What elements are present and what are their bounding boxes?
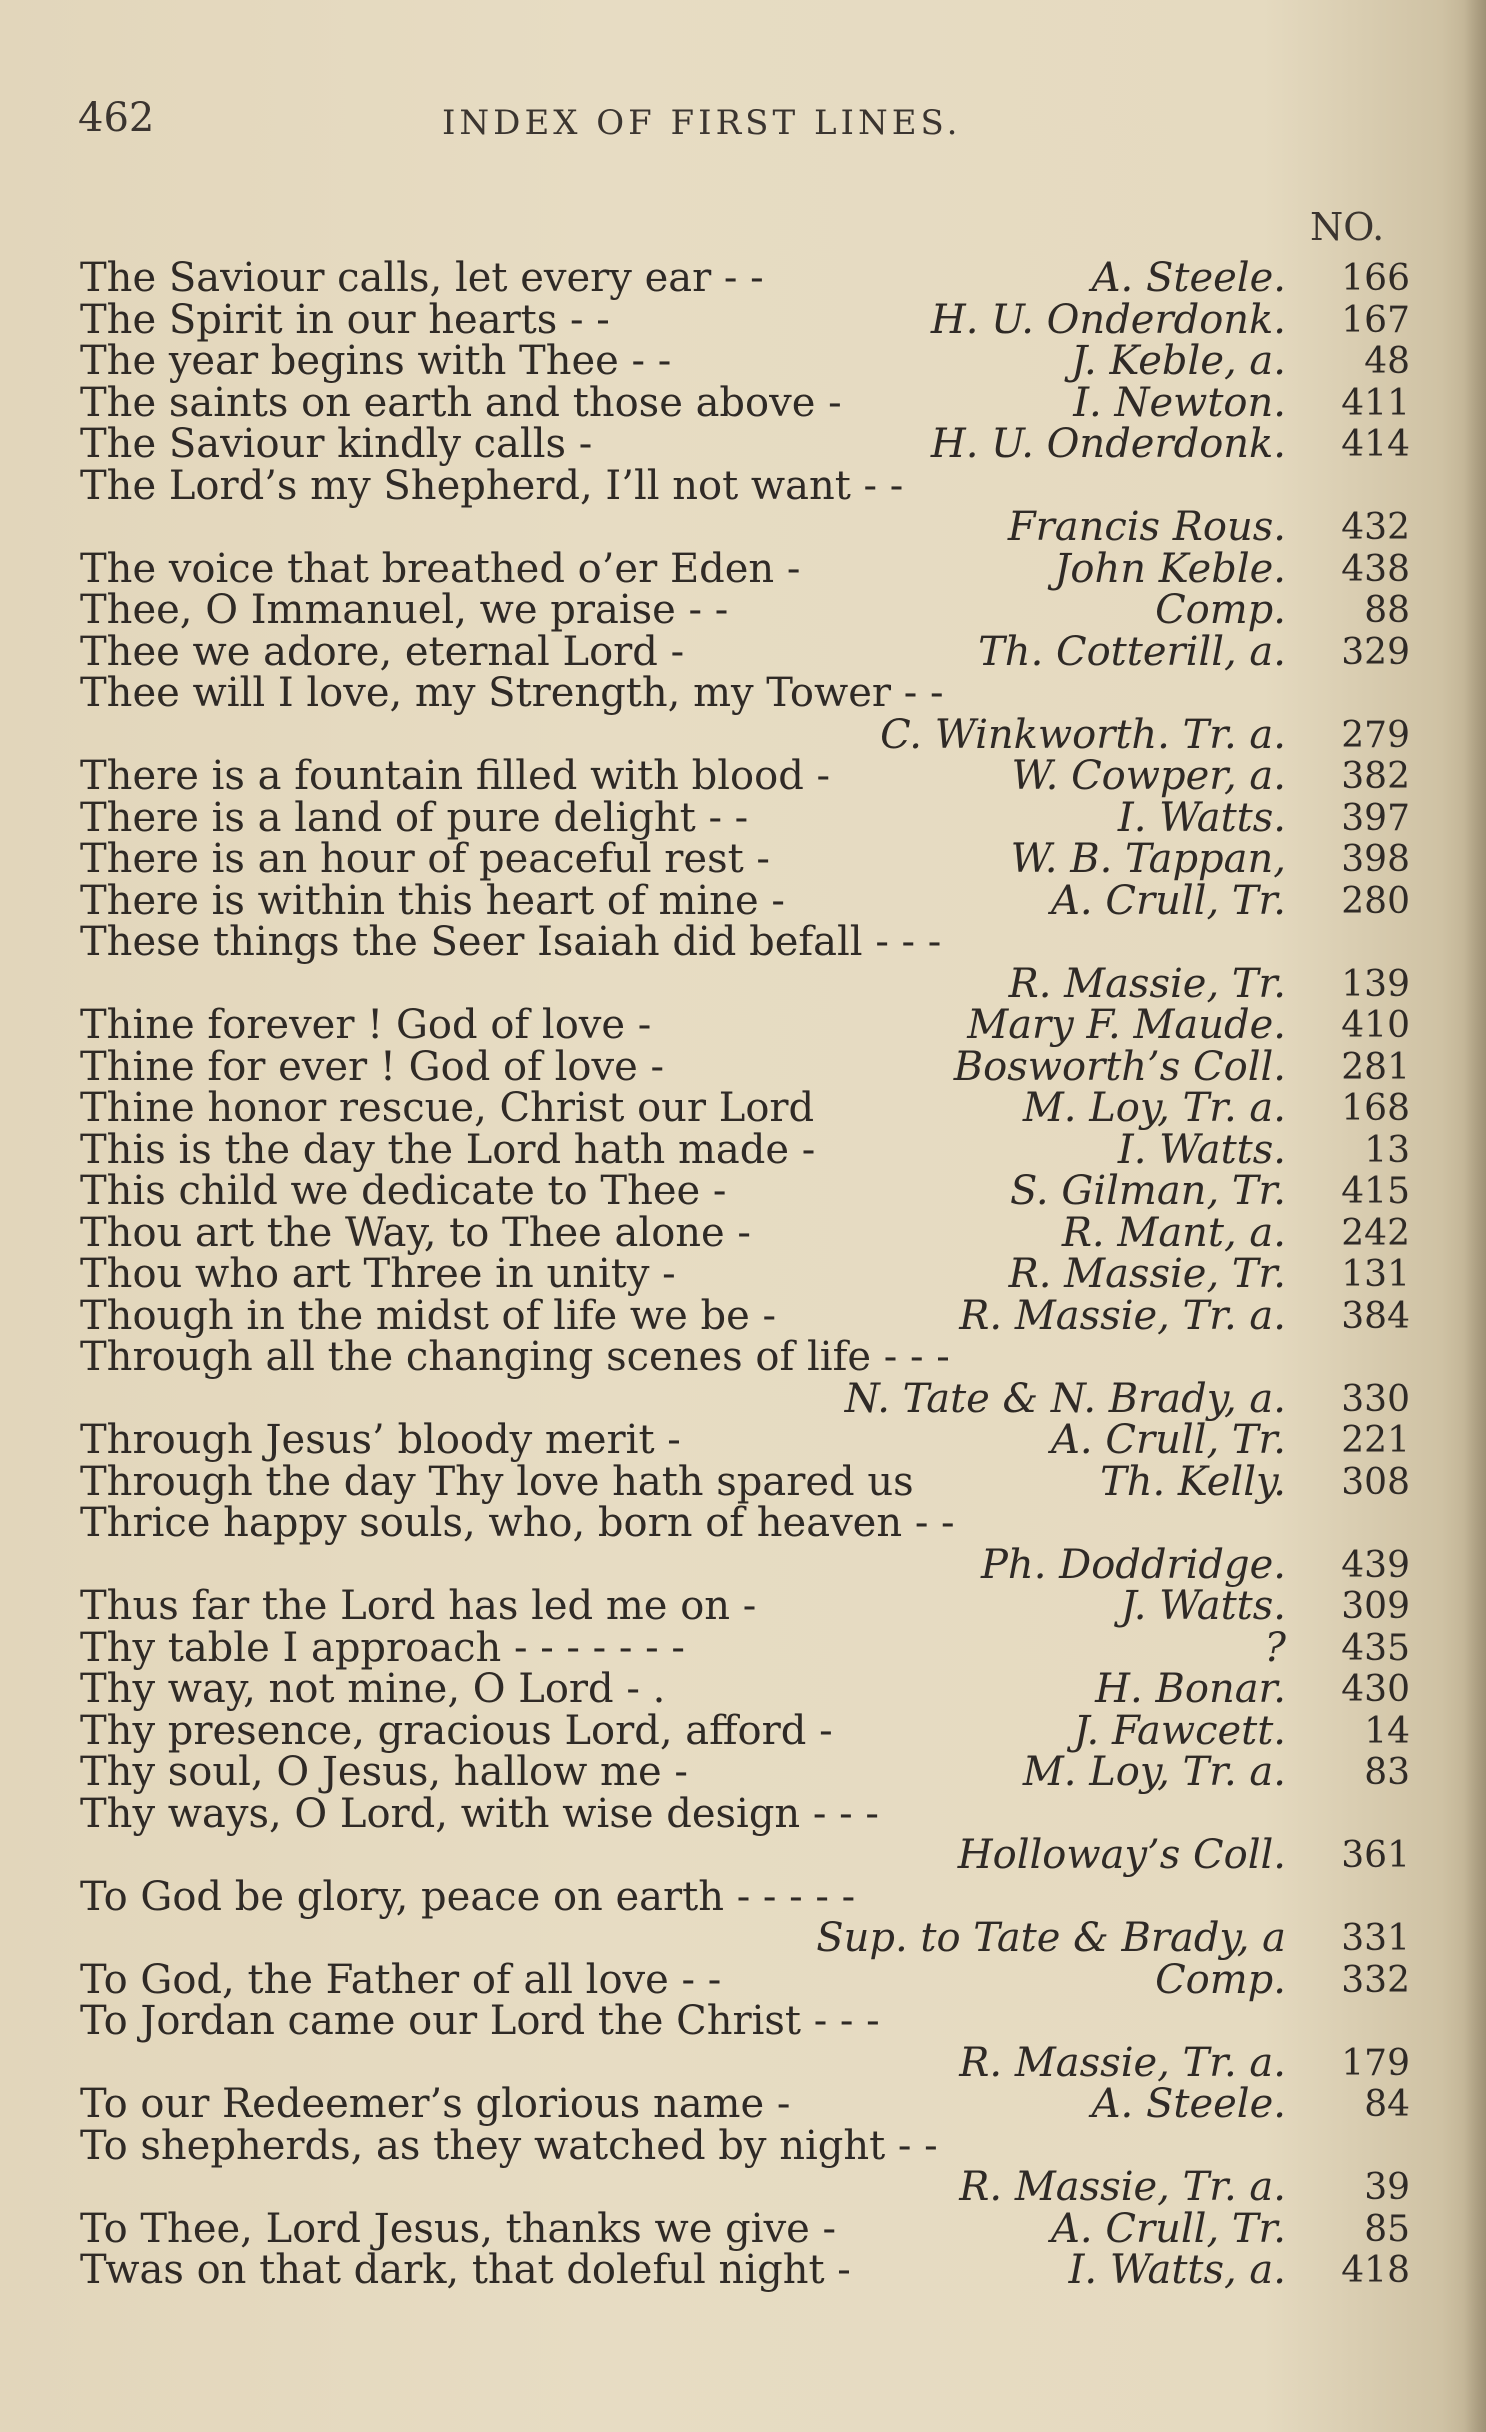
first-line-text: Thus far the Lord has led me on - bbox=[80, 1583, 757, 1629]
first-line-text: To God, the Father of all love - - bbox=[80, 1956, 722, 2003]
index-entry bbox=[80, 794, 1410, 841]
first-line-text: Thine honor rescue, Christ our Lord bbox=[80, 1085, 815, 1131]
author-attribution: Bosworth’s Coll. bbox=[953, 1043, 1286, 1090]
hymn-number: 83 bbox=[1364, 1752, 1410, 1793]
first-line-text: Through the day Thy love hath spared us bbox=[80, 1458, 914, 1505]
index-entry bbox=[80, 2081, 1410, 2127]
author-attribution: I. Watts. bbox=[1117, 794, 1286, 841]
author-attribution: N. Tate & N. Brady, a. bbox=[844, 1375, 1286, 1422]
author-attribution: R. Massie, Tr. a. bbox=[959, 2039, 1286, 2086]
author-attribution: H. U. Onderdonk. bbox=[930, 296, 1286, 343]
hymn-number: 48 bbox=[1364, 341, 1410, 382]
index-entry bbox=[80, 338, 1410, 384]
hymn-number: 330 bbox=[1341, 1378, 1410, 1420]
index-entry bbox=[80, 2247, 1410, 2293]
first-line-text: To God be glory, peace on earth - - - - - bbox=[80, 1873, 856, 1920]
index-entry bbox=[80, 670, 1410, 716]
first-line-text: Thine for ever ! God of love - bbox=[80, 1043, 665, 1090]
author-attribution: A. Steele. bbox=[1091, 255, 1286, 301]
author-attribution: Ph. Doddridge. bbox=[981, 1541, 1286, 1588]
hymn-number: 432 bbox=[1341, 507, 1410, 548]
hymn-number: 139 bbox=[1341, 963, 1410, 1005]
first-line-text: The Saviour kindly calls - bbox=[80, 421, 593, 467]
author-attribution: Comp. bbox=[1155, 587, 1286, 633]
index-entry bbox=[80, 1749, 1410, 1795]
hymn-number: 397 bbox=[1341, 797, 1410, 839]
author-attribution: J. Watts. bbox=[1120, 1583, 1286, 1629]
page-header bbox=[78, 95, 1408, 155]
index-entry bbox=[80, 1085, 1410, 1131]
hymn-number: 410 bbox=[1341, 1005, 1410, 1046]
first-line-text: The saints on earth and those above - bbox=[80, 379, 842, 426]
author-attribution: A. Steele. bbox=[1091, 2081, 1286, 2127]
first-line-text: Thou who art Three in unity - bbox=[80, 1251, 676, 1297]
first-line-text: The year begins with Thee - - bbox=[80, 338, 672, 384]
first-line-text: There is within this heart of mine - bbox=[80, 877, 785, 924]
author-attribution: Th. Kelly. bbox=[1100, 1458, 1286, 1505]
hymn-number: 439 bbox=[1341, 1544, 1410, 1586]
author-attribution: R. Massie, Tr. a. bbox=[959, 2164, 1286, 2210]
hymn-number: 280 bbox=[1341, 880, 1410, 922]
author-attribution: R. Massie, Tr. bbox=[1008, 960, 1286, 1007]
first-line-text: Thy ways, O Lord, with wise design - - - bbox=[80, 1790, 879, 1837]
index-entry bbox=[80, 1251, 1410, 1297]
author-attribution: H. Bonar. bbox=[1095, 1666, 1286, 1712]
index-entry bbox=[80, 2039, 1410, 2086]
first-line-text: To Thee, Lord Jesus, thanks we give - bbox=[80, 2205, 837, 2252]
hymn-number: 88 bbox=[1364, 590, 1410, 631]
first-line-text: To shepherds, as they watched by night - - bbox=[80, 2122, 938, 2169]
author-attribution: Sup. to Tate & Brady, a bbox=[816, 1915, 1286, 1961]
index-entry bbox=[80, 1624, 1410, 1671]
first-line-text: There is a land of pure delight - - bbox=[80, 794, 749, 841]
first-line-text: Thy soul, O Jesus, hallow me - bbox=[80, 1749, 688, 1795]
author-attribution: S. Gilman, Tr. bbox=[1009, 1168, 1286, 1214]
first-line-text: Thy presence, gracious Lord, afford - bbox=[80, 1707, 833, 1754]
hymn-number: 418 bbox=[1341, 2250, 1410, 2291]
hymn-number: 166 bbox=[1341, 258, 1410, 299]
hymn-number: 14 bbox=[1364, 1710, 1410, 1752]
first-line-text: To Jordan came our Lord the Christ - - - bbox=[80, 1998, 880, 2044]
first-line-text: Twas on that dark, that doleful night - bbox=[80, 2247, 851, 2293]
first-line-text: Though in the midst of life we be - bbox=[80, 1292, 777, 1339]
hymn-number: 39 bbox=[1364, 2167, 1410, 2208]
hymn-number: 361 bbox=[1341, 1835, 1410, 1876]
author-attribution: J. Keble, a. bbox=[1071, 338, 1286, 384]
author-attribution: A. Crull, Tr. bbox=[1051, 1417, 1286, 1463]
index-entry bbox=[80, 1417, 1410, 1463]
index-entry bbox=[80, 545, 1410, 592]
index-entry bbox=[80, 296, 1410, 343]
first-line-text: This child we dedicate to Thee - bbox=[80, 1168, 727, 1214]
author-attribution: W. Cowper, a. bbox=[1011, 753, 1286, 799]
first-line-text: Thy way, not mine, O Lord - . bbox=[80, 1666, 666, 1712]
first-line-text: The voice that breathed o’er Eden - bbox=[80, 545, 801, 592]
index-entry bbox=[80, 1541, 1410, 1588]
hymn-number: 382 bbox=[1341, 756, 1410, 797]
index-entry bbox=[80, 1043, 1410, 1090]
first-line-text: Thee, O Immanuel, we praise - - bbox=[80, 587, 729, 633]
hymn-number: 411 bbox=[1341, 382, 1410, 424]
hymn-number: 430 bbox=[1341, 1669, 1410, 1710]
index-entry bbox=[80, 1915, 1410, 1961]
index-entry bbox=[80, 1790, 1410, 1837]
index-entry bbox=[80, 1666, 1410, 1712]
author-attribution: J. Fawcett. bbox=[1073, 1707, 1286, 1754]
hymn-number: 438 bbox=[1341, 548, 1410, 590]
author-attribution: Francis Rous. bbox=[1007, 504, 1286, 550]
author-attribution: R. Mant, a. bbox=[1061, 1209, 1286, 1256]
hymn-number: 281 bbox=[1341, 1046, 1410, 1088]
hymn-number: 131 bbox=[1341, 1254, 1410, 1295]
index-entry bbox=[80, 919, 1410, 965]
hymn-number: 309 bbox=[1341, 1586, 1410, 1627]
hymn-number: 329 bbox=[1341, 631, 1410, 673]
index-entry bbox=[80, 1873, 1410, 1920]
index-entry bbox=[80, 877, 1410, 924]
index-entry bbox=[80, 1209, 1410, 1256]
index-entry bbox=[80, 1458, 1410, 1505]
hymn-number: 168 bbox=[1341, 1088, 1410, 1129]
first-line-text: This is the day the Lord hath made - bbox=[80, 1126, 816, 1173]
index-entry bbox=[80, 753, 1410, 799]
author-attribution: I. Newton. bbox=[1073, 379, 1286, 426]
page-edge-shadow bbox=[1464, 0, 1486, 2432]
first-line-text: The Spirit in our hearts - - bbox=[80, 296, 610, 343]
index-entry bbox=[80, 1998, 1410, 2044]
index-entry bbox=[80, 2205, 1410, 2252]
author-attribution: A. Crull, Tr. bbox=[1051, 2205, 1286, 2252]
first-line-text: Through all the changing scenes of life - - - bbox=[80, 1334, 950, 1380]
hymn-number: 435 bbox=[1341, 1627, 1410, 1669]
first-line-text: Thee we adore, eternal Lord - bbox=[80, 628, 685, 675]
index-entry bbox=[80, 2164, 1410, 2210]
author-attribution: John Keble. bbox=[1054, 545, 1286, 592]
index-entry bbox=[80, 1168, 1410, 1214]
first-line-text: To our Redeemer’s glorious name - bbox=[80, 2081, 791, 2127]
author-attribution: C. Winkworth. Tr. a. bbox=[880, 711, 1286, 758]
hymn-number: 384 bbox=[1341, 1295, 1410, 1337]
index-entry bbox=[80, 1956, 1410, 2003]
author-attribution: Mary F. Maude. bbox=[967, 1002, 1286, 1048]
hymn-number: 13 bbox=[1364, 1129, 1410, 1171]
first-line-text: Thrice happy souls, who, born of heaven - - bbox=[80, 1500, 955, 1546]
first-line-text: These things the Seer Isaiah did befall - - - bbox=[80, 919, 942, 965]
index-entry bbox=[80, 711, 1410, 758]
hymn-number: 279 bbox=[1341, 714, 1410, 756]
hymn-number: 331 bbox=[1341, 1918, 1410, 1959]
author-attribution: Th. Cotterill, a. bbox=[978, 628, 1286, 675]
index-entry bbox=[80, 1292, 1410, 1339]
index-entry bbox=[80, 462, 1410, 509]
first-line-text: Through Jesus’ bloody merit - bbox=[80, 1417, 681, 1463]
hymn-number: 398 bbox=[1341, 839, 1410, 880]
first-line-text: The Lord’s my Shepherd, I’ll not want - - bbox=[80, 462, 904, 509]
hymn-number: 221 bbox=[1341, 1420, 1410, 1461]
first-line-text: There is an hour of peaceful rest - bbox=[80, 836, 770, 882]
author-attribution: I. Watts, a. bbox=[1068, 2247, 1286, 2293]
hymn-number: 167 bbox=[1341, 299, 1410, 341]
index-entry bbox=[80, 504, 1410, 550]
first-line-text: Thee will I love, my Strength, my Tower - - bbox=[80, 670, 944, 716]
page-number: 462 bbox=[78, 95, 155, 141]
author-attribution: A. Crull, Tr. bbox=[1051, 877, 1286, 924]
index-entry bbox=[80, 379, 1410, 426]
author-attribution: ? bbox=[1264, 1624, 1286, 1671]
index-entry bbox=[80, 960, 1410, 1007]
hymn-number: 415 bbox=[1341, 1171, 1410, 1212]
running-title: INDEX OF FIRST LINES. bbox=[442, 103, 962, 143]
index-entry bbox=[80, 1583, 1410, 1629]
author-attribution: H. U. Onderdonk. bbox=[930, 421, 1286, 467]
author-attribution: M. Loy, Tr. a. bbox=[1022, 1749, 1286, 1795]
first-line-text: The Saviour calls, let every ear - - bbox=[80, 255, 764, 301]
index-entry bbox=[80, 1707, 1410, 1754]
index-entry bbox=[80, 1832, 1410, 1878]
index-entry bbox=[80, 836, 1410, 882]
first-line-text: There is a fountain filled with blood - bbox=[80, 753, 831, 799]
index-entry bbox=[80, 255, 1410, 301]
first-line-text: Thy table I approach - - - - - - - bbox=[80, 1624, 685, 1671]
index-entry bbox=[80, 2122, 1410, 2169]
index-entry bbox=[80, 1002, 1410, 1048]
hymn-number: 179 bbox=[1341, 2042, 1410, 2084]
hymn-number: 84 bbox=[1364, 2084, 1410, 2125]
hymn-number: 308 bbox=[1341, 1461, 1410, 1503]
index-entry bbox=[80, 628, 1410, 675]
hymn-number: 242 bbox=[1341, 1212, 1410, 1254]
author-attribution: R. Massie, Tr. bbox=[1008, 1251, 1286, 1297]
index-entry bbox=[80, 1375, 1410, 1422]
index-entry bbox=[80, 421, 1410, 467]
number-column-label: NO. bbox=[1310, 205, 1385, 249]
hymn-number: 85 bbox=[1364, 2208, 1410, 2250]
index-entry bbox=[80, 1500, 1410, 1546]
author-attribution: R. Massie, Tr. a. bbox=[959, 1292, 1286, 1339]
index-entry bbox=[80, 1334, 1410, 1380]
first-line-text: Thou art the Way, to Thee alone - bbox=[80, 1209, 751, 1256]
first-line-text: Thine forever ! God of love - bbox=[80, 1002, 652, 1048]
author-attribution: M. Loy, Tr. a. bbox=[1022, 1085, 1286, 1131]
index-entry bbox=[80, 587, 1410, 633]
hymn-number: 332 bbox=[1341, 1959, 1410, 2001]
author-attribution: Comp. bbox=[1155, 1956, 1286, 2003]
first-lines-index bbox=[80, 255, 1410, 2293]
hymn-number: 414 bbox=[1341, 424, 1410, 465]
author-attribution: I. Watts. bbox=[1117, 1126, 1286, 1173]
author-attribution: Holloway’s Coll. bbox=[957, 1832, 1286, 1878]
author-attribution: W. B. Tappan, bbox=[1010, 836, 1286, 882]
index-entry bbox=[80, 1126, 1410, 1173]
